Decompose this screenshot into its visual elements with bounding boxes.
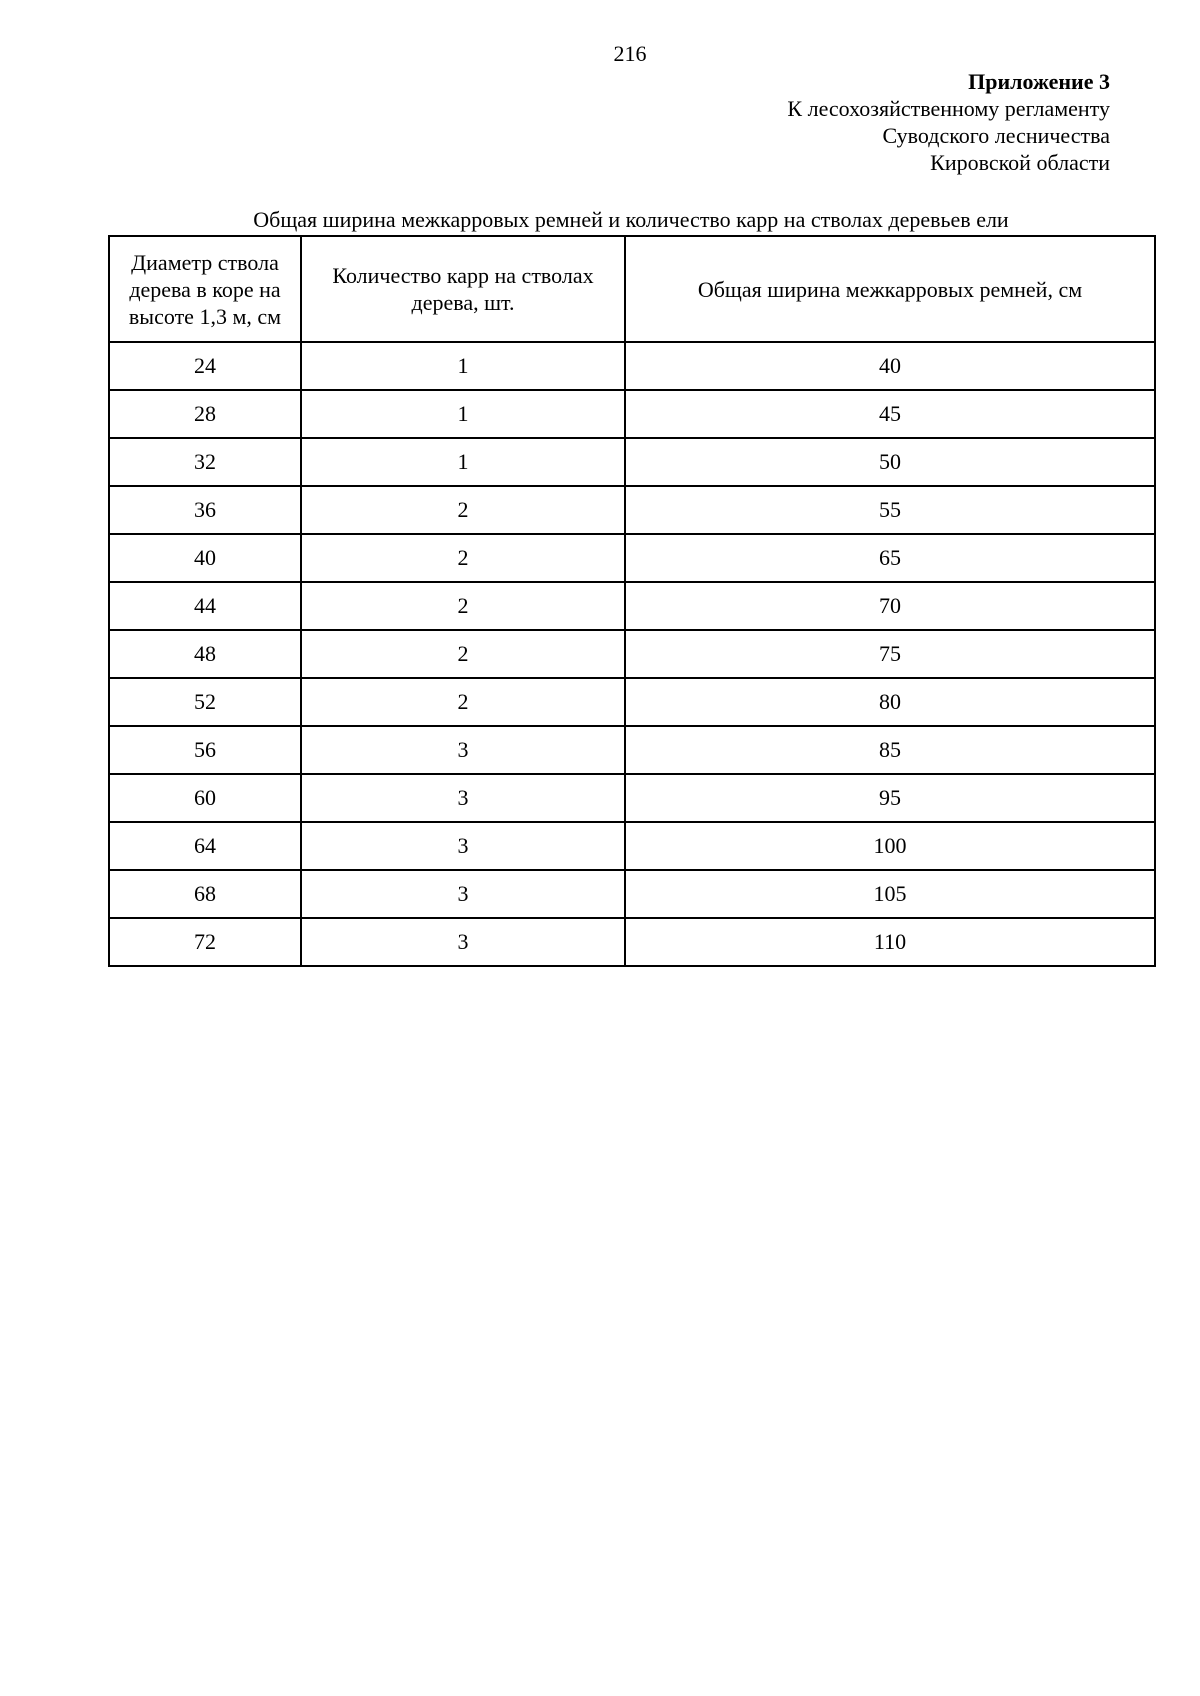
table-row bbox=[109, 822, 1155, 870]
cell-diameter: 52 bbox=[109, 678, 301, 726]
table-row bbox=[109, 486, 1155, 534]
cell-diameter: 44 bbox=[109, 582, 301, 630]
table-row bbox=[109, 438, 1155, 486]
cell-width: 80 bbox=[625, 678, 1155, 726]
cell-width: 85 bbox=[625, 726, 1155, 774]
column-header-width: Общая ширина межкарровых ремней, см bbox=[625, 236, 1155, 342]
cell-diameter: 28 bbox=[109, 390, 301, 438]
cell-width: 45 bbox=[625, 390, 1155, 438]
table-row bbox=[109, 726, 1155, 774]
cell-width: 70 bbox=[625, 582, 1155, 630]
cell-count: 2 bbox=[301, 534, 625, 582]
column-header-diameter: Диаметр ствола дерева в коре на высоте 1,3 м, см bbox=[109, 236, 301, 342]
cell-width: 75 bbox=[625, 630, 1155, 678]
cell-count: 2 bbox=[301, 678, 625, 726]
appendix-line-2: Суводского лесничества bbox=[882, 123, 1110, 148]
cell-width: 100 bbox=[625, 822, 1155, 870]
cell-diameter: 68 bbox=[109, 870, 301, 918]
cell-diameter: 64 bbox=[109, 822, 301, 870]
appendix-line-3: Кировской области bbox=[930, 150, 1110, 175]
column-header-count: Количество карр на стволах дерева, шт. bbox=[301, 236, 625, 342]
cell-diameter: 32 bbox=[109, 438, 301, 486]
cell-count: 3 bbox=[301, 774, 625, 822]
cell-count: 2 bbox=[301, 486, 625, 534]
cell-count: 3 bbox=[301, 822, 625, 870]
data-table bbox=[108, 235, 1156, 967]
table-title: Общая ширина межкарровых ремней и количество карр на стволах деревьев ели bbox=[253, 207, 1009, 232]
table-row bbox=[109, 678, 1155, 726]
appendix-title: Приложение 3 bbox=[968, 69, 1110, 94]
cell-count: 2 bbox=[301, 582, 625, 630]
cell-width: 65 bbox=[625, 534, 1155, 582]
table-row bbox=[109, 918, 1155, 966]
appendix-line-1: К лесохозяйственному регламенту bbox=[787, 96, 1110, 121]
cell-count: 1 bbox=[301, 342, 625, 390]
cell-diameter: 60 bbox=[109, 774, 301, 822]
cell-diameter: 24 bbox=[109, 342, 301, 390]
table-header-row bbox=[109, 236, 1155, 342]
cell-width: 55 bbox=[625, 486, 1155, 534]
table-row bbox=[109, 342, 1155, 390]
cell-count: 1 bbox=[301, 390, 625, 438]
cell-diameter: 72 bbox=[109, 918, 301, 966]
cell-count: 1 bbox=[301, 438, 625, 486]
table-row bbox=[109, 870, 1155, 918]
cell-count: 2 bbox=[301, 630, 625, 678]
cell-count: 3 bbox=[301, 918, 625, 966]
cell-diameter: 36 bbox=[109, 486, 301, 534]
cell-diameter: 48 bbox=[109, 630, 301, 678]
cell-width: 50 bbox=[625, 438, 1155, 486]
cell-count: 3 bbox=[301, 870, 625, 918]
table-row bbox=[109, 630, 1155, 678]
cell-diameter: 56 bbox=[109, 726, 301, 774]
table-row bbox=[109, 390, 1155, 438]
appendix-header bbox=[787, 68, 1110, 176]
cell-width: 105 bbox=[625, 870, 1155, 918]
cell-diameter: 40 bbox=[109, 534, 301, 582]
cell-width: 95 bbox=[625, 774, 1155, 822]
page-number: 216 bbox=[613, 41, 647, 66]
table-row bbox=[109, 582, 1155, 630]
cell-count: 3 bbox=[301, 726, 625, 774]
cell-width: 40 bbox=[625, 342, 1155, 390]
cell-width: 110 bbox=[625, 918, 1155, 966]
table-row bbox=[109, 534, 1155, 582]
table-row bbox=[109, 774, 1155, 822]
